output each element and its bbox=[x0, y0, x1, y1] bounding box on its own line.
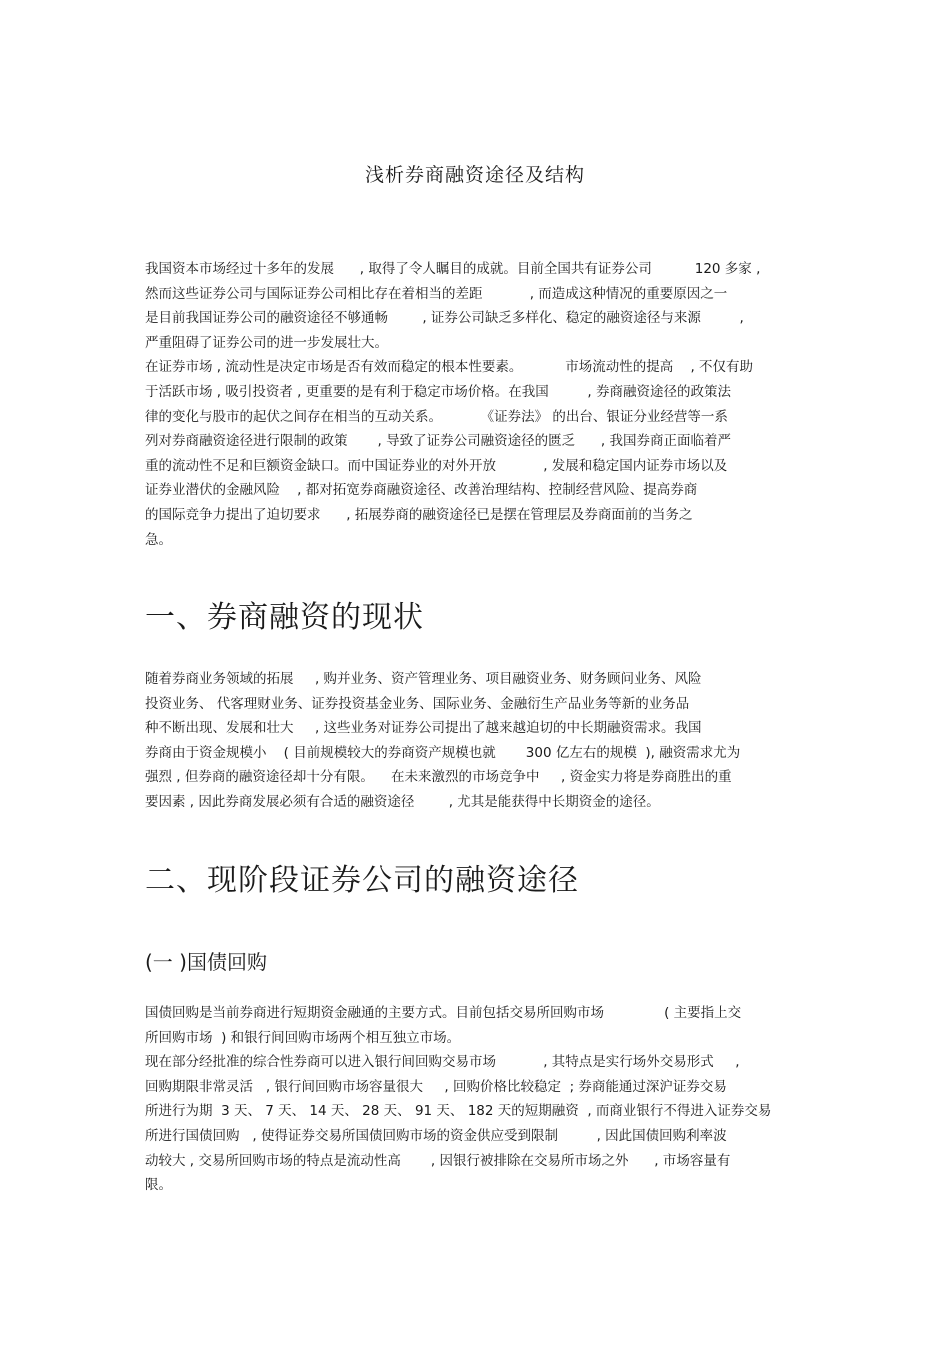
text-line: 国债回购是当前券商进行短期资金融通的主要方式。目前包括交易所回购市场 ( 主要指上交 bbox=[145, 1005, 742, 1021]
text-line: 严重阻碍了证券公司的进一步发展壮大。 bbox=[145, 334, 388, 351]
text-line: 在证券市场 , 流动性是决定市场是否有效而稳定的根本性要素。 市场流动性的提高 , 不仅有助 bbox=[145, 359, 754, 376]
text-line: 是目前我国证券公司的融资途径不够通畅 , 证券公司缺乏多样化、稳定的融资途径与来源 , bbox=[145, 310, 744, 327]
text-line: 我国资本市场经过十多年的发展 , 取得了令人瞩目的成就。目前全国共有证券公司 120 多家 , bbox=[145, 261, 761, 277]
text-line: 动较大 , 交易所回购市场的特点是流动性高 , 因银行被排除在交易所市场之外 , 市场容量有 bbox=[145, 1152, 731, 1169]
text-line: 所进行国债回购 , 使得证券交易所国债回购市场的资金供应受到限制 , 因此国债回购利率波 bbox=[145, 1127, 727, 1144]
text-line: 要因素 , 因此券商发展必须有合适的融资途径 , 尤其是能获得中长期资金的途径。 bbox=[145, 793, 660, 810]
subsection1-heading: (一 )国债回购 bbox=[145, 950, 267, 974]
text-line: 种不断出现、发展和壮大 , 这些业务对证券公司提出了越来越迫切的中长期融资需求。我国 bbox=[145, 720, 702, 737]
section2-heading: 二、现阶段证券公司的融资途径 bbox=[145, 863, 579, 898]
section1-heading: 一、券商融资的现状 bbox=[145, 600, 424, 635]
text-line: 所回购市场 ) 和银行间回购市场两个相互独立市场。 bbox=[145, 1029, 461, 1046]
text-line: 回购期限非常灵活 , 银行间回购市场容量很大 , 回购价格比较稳定 ; 券商能通过深沪证券交易 bbox=[145, 1078, 727, 1095]
text-line: 限。 bbox=[145, 1177, 172, 1194]
text-line: 然而这些证券公司与国际证券公司相比存在着相当的差距 , 而造成这种情况的重要原因之一 bbox=[145, 285, 728, 302]
text-line: 强烈 , 但券商的融资途径却十分有限。 在未来激烈的市场竞争中 , 资金实力将是券商胜出的重 bbox=[145, 769, 732, 786]
text-line: 律的变化与股市的起伏之间存在相当的互动关系。 《证券法》 的出台、银证分业经营等一系 bbox=[145, 408, 728, 425]
text-line: 投资业务、 代客理财业务、证券投资基金业务、国际业务、金融衍生产品业务等新的业务品 bbox=[145, 695, 690, 712]
text-line: 现在部分经批准的综合性券商可以进入银行间回购交易市场 , 其特点是实行场外交易形式 , bbox=[145, 1054, 740, 1071]
text-line: 所进行为期 3 天、 7 天、 14 天、 28 天、 91 天、 182 天的短期融资 , 而商业银行不得进入证券交易 bbox=[145, 1103, 772, 1120]
text-line: 券商由于资金规模小 ( 目前规模较大的券商资产规模也就 300 亿左右的规模 ), 融资需求尤为 bbox=[145, 744, 741, 761]
text-line: 证券业潜伏的金融风险 , 都对拓宽券商融资途径、改善治理结构、控制经营风险、提高券商 bbox=[145, 482, 698, 499]
text-line: 重的流动性不足和巨额资金缺口。而中国证券业的对外开放 , 发展和稳定国内证券市场以及 bbox=[145, 457, 728, 474]
subsection1-paragraph bbox=[145, 1001, 805, 1198]
text-line: 的国际竞争力提出了迫切要求 , 拓展券商的融资途径已是摆在管理层及券商面前的当务之 bbox=[145, 506, 693, 523]
text-line: 于活跃市场 , 吸引投资者 , 更重要的是有利于稳定市场价格。在我国 , 券商融资途径的政策法 bbox=[145, 383, 731, 400]
text-line: 列对券商融资途径进行限制的政策 , 导致了证券公司融资途径的匮乏 , 我国券商正面临着严 bbox=[145, 433, 731, 450]
text-line: 随着券商业务领域的拓展 , 购并业务、资产管理业务、项目融资业务、财务顾问业务、风险 bbox=[145, 671, 702, 687]
section1-paragraph bbox=[145, 667, 805, 815]
intro-paragraph bbox=[145, 257, 805, 552]
text-line: 急。 bbox=[145, 531, 172, 548]
document-title: 浅析券商融资途径及结构 bbox=[364, 164, 585, 186]
